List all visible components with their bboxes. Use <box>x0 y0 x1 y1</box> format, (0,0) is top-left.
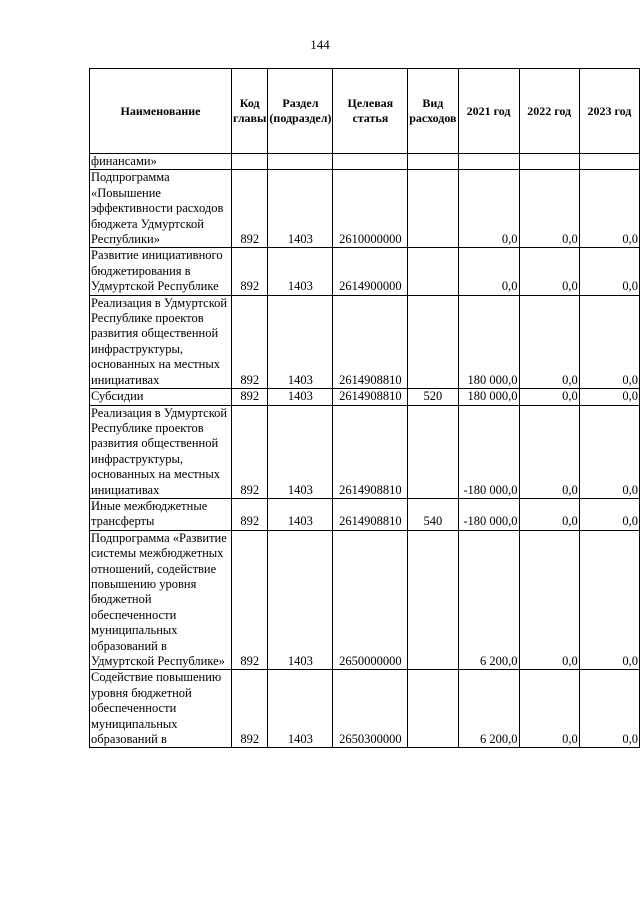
target-article-cell <box>333 154 408 170</box>
amount-2021-cell: 6 200,0 <box>458 530 519 670</box>
header-year-2022: 2022 год <box>519 69 579 154</box>
chapter-code-cell: 892 <box>231 530 267 670</box>
chapter-code-cell: 892 <box>231 295 267 388</box>
section-cell: 1403 <box>268 295 333 388</box>
expense-type-cell: 520 <box>408 389 458 405</box>
expense-type-cell <box>408 170 458 248</box>
amount-2023-cell: 0,0 <box>579 670 639 748</box>
table-row <box>90 498 640 530</box>
row-name-cell: Содействие повышению уровня бюджетной обеспеченности муниципальных образований в <box>90 670 232 748</box>
expense-type-cell <box>408 405 458 498</box>
amount-2023-cell: 0,0 <box>579 389 639 405</box>
target-article-cell: 2614908810 <box>333 498 408 530</box>
amount-2021-cell: -180 000,0 <box>458 498 519 530</box>
amount-2022-cell: 0,0 <box>519 170 579 248</box>
amount-2022-cell: 0,0 <box>519 389 579 405</box>
header-name: Наименование <box>90 69 232 154</box>
header-target-article: Целевая статья <box>333 69 408 154</box>
target-article-cell: 2614908810 <box>333 295 408 388</box>
section-cell: 1403 <box>268 389 333 405</box>
header-year-2021: 2021 год <box>458 69 519 154</box>
target-article-cell: 2614900000 <box>333 248 408 295</box>
target-article-cell: 2650300000 <box>333 670 408 748</box>
page-number: 144 <box>310 37 330 52</box>
section-cell: 1403 <box>268 498 333 530</box>
row-name-cell: Субсидии <box>90 389 232 405</box>
amount-2021-cell: 180 000,0 <box>458 295 519 388</box>
header-section: Раздел (подраздел) <box>268 69 333 154</box>
amount-2022-cell: 0,0 <box>519 248 579 295</box>
target-article-cell: 2614908810 <box>333 389 408 405</box>
section-cell: 1403 <box>268 248 333 295</box>
row-name-cell: Реализация в Удмуртской Республике проектов развития общественной инфраструктуры, основанных на местных инициативах <box>90 405 232 498</box>
section-cell: 1403 <box>268 405 333 498</box>
table-row <box>90 295 640 388</box>
chapter-code-cell: 892 <box>231 670 267 748</box>
table-header-row <box>90 69 640 154</box>
chapter-code-cell: 892 <box>231 405 267 498</box>
budget-table <box>89 68 640 748</box>
amount-2023-cell: 0,0 <box>579 248 639 295</box>
section-cell <box>268 154 333 170</box>
target-article-cell: 2610000000 <box>333 170 408 248</box>
section-cell: 1403 <box>268 530 333 670</box>
target-article-cell: 2614908810 <box>333 405 408 498</box>
section-cell: 1403 <box>268 170 333 248</box>
table-body <box>90 154 640 748</box>
amount-2023-cell: 0,0 <box>579 295 639 388</box>
amount-2021-cell: 180 000,0 <box>458 389 519 405</box>
chapter-code-cell: 892 <box>231 498 267 530</box>
amount-2022-cell <box>519 154 579 170</box>
amount-2021-cell: 0,0 <box>458 248 519 295</box>
table-row <box>90 405 640 498</box>
amount-2023-cell: 0,0 <box>579 405 639 498</box>
expense-type-cell <box>408 530 458 670</box>
row-name-cell: Реализация в Удмуртской Республике проектов развития общественной инфраструктуры, основанных на местных инициативах <box>90 295 232 388</box>
header-year-2023: 2023 год <box>579 69 639 154</box>
amount-2021-cell: 0,0 <box>458 170 519 248</box>
chapter-code-cell: 892 <box>231 389 267 405</box>
amount-2023-cell: 0,0 <box>579 530 639 670</box>
table-row <box>90 389 640 405</box>
amount-2023-cell <box>579 154 639 170</box>
expense-type-cell <box>408 248 458 295</box>
chapter-code-cell: 892 <box>231 170 267 248</box>
amount-2022-cell: 0,0 <box>519 670 579 748</box>
row-name-cell: Иные межбюджетные трансферты <box>90 498 232 530</box>
row-name-cell: Развитие инициативного бюджетирования в Удмуртской Республике <box>90 248 232 295</box>
row-name-cell: Подпрограмма «Развитие системы межбюджетных отношений, содействие повышению уровня бюджетной обеспеченности муниципальных образований в Удмуртской Республике» <box>90 530 232 670</box>
expense-type-cell: 540 <box>408 498 458 530</box>
expense-type-cell <box>408 670 458 748</box>
header-chapter-code: Код главы <box>231 69 267 154</box>
table-row <box>90 670 640 748</box>
chapter-code-cell <box>231 154 267 170</box>
amount-2021-cell: -180 000,0 <box>458 405 519 498</box>
chapter-code-cell: 892 <box>231 248 267 295</box>
amount-2021-cell: 6 200,0 <box>458 670 519 748</box>
amount-2022-cell: 0,0 <box>519 405 579 498</box>
expense-type-cell <box>408 154 458 170</box>
row-name-cell: финансами» <box>90 154 232 170</box>
amount-2021-cell <box>458 154 519 170</box>
table-row <box>90 530 640 670</box>
amount-2022-cell: 0,0 <box>519 295 579 388</box>
expense-type-cell <box>408 295 458 388</box>
amount-2022-cell: 0,0 <box>519 530 579 670</box>
amount-2023-cell: 0,0 <box>579 498 639 530</box>
row-name-cell: Подпрограмма «Повышение эффективности расходов бюджета Удмуртской Республики» <box>90 170 232 248</box>
section-cell: 1403 <box>268 670 333 748</box>
amount-2022-cell: 0,0 <box>519 498 579 530</box>
table-row <box>90 248 640 295</box>
header-expense-type: Вид расходов <box>408 69 458 154</box>
target-article-cell: 2650000000 <box>333 530 408 670</box>
amount-2023-cell: 0,0 <box>579 170 639 248</box>
table-row <box>90 170 640 248</box>
table-row <box>90 154 640 170</box>
